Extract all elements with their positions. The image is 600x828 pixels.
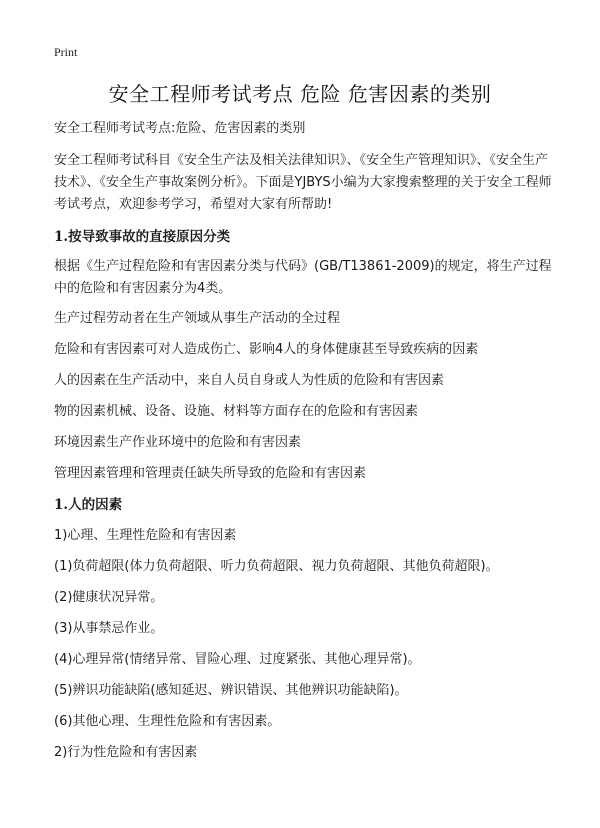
list-item: (5)辨识功能缺陷(感知延迟、辨识错误、其他辨识功能缺陷)。 — [54, 683, 408, 698]
intro-paragraph: 安全工程师考试科目《安全生产法及相关法律知识》、《安全生产管理知识》、《安全生产技术》、《安全生产事故案例分析》。下面是YJBYS小编为大家搜索整理的关于安全工程师考试考点，欢迎参考学习，希望对大家有所帮助! — [54, 153, 552, 212]
list-item: 2)行为性危险和有害因素 — [54, 745, 198, 760]
definition-line: 物的因素机械、设备、设施、材料等方面存在的危险和有害因素 — [54, 404, 419, 419]
definition-line: 人的因素在生产活动中，来自人员自身或人为性质的危险和有害因素 — [54, 373, 445, 388]
list-item: (6)其他心理、生理性危险和有害因素。 — [54, 714, 281, 729]
print-label[interactable]: Print — [54, 45, 78, 59]
section1-heading: 1.按导致事故的直接原因分类 — [54, 229, 231, 245]
article-body — [54, 118, 556, 764]
list-item: (1)负荷超限(体力负荷超限、听力负荷超限、视力负荷超限、其他负荷超限)。 — [54, 559, 499, 574]
definition-line: 管理因素管理和管理责任缺失所导致的危险和有害因素 — [54, 466, 367, 481]
list-item: (4)心理异常(情绪异常、冒险心理、过度紧张、其他心理异常)。 — [54, 652, 421, 667]
list-item: (2)健康状况异常。 — [54, 590, 164, 605]
list-item: 1)心理、生理性危险和有害因素 — [54, 528, 237, 543]
subtitle: 安全工程师考试考点:危险、危害因素的类别 — [54, 121, 306, 136]
definition-line: 环境因素生产作业环境中的危险和有害因素 — [54, 435, 302, 450]
definition-line: 生产过程劳动者在生产领域从事生产活动的全过程 — [54, 311, 341, 326]
section2-heading: 1.人的因素 — [54, 497, 123, 513]
page-title: 安全工程师考试考点 危险 危害因素的类别 — [108, 82, 492, 106]
definition-line: 危险和有害因素可对人造成伤亡、影响4人的身体健康甚至导致疾病的因素 — [54, 342, 479, 357]
section1-paragraph: 根据《生产过程危险和有害因素分类与代码》(GB/T13861-2009)的规定，将生产过程中的危险和有害因素分为4类。 — [54, 259, 552, 296]
list-item: (3)从事禁忌作业。 — [54, 621, 164, 636]
